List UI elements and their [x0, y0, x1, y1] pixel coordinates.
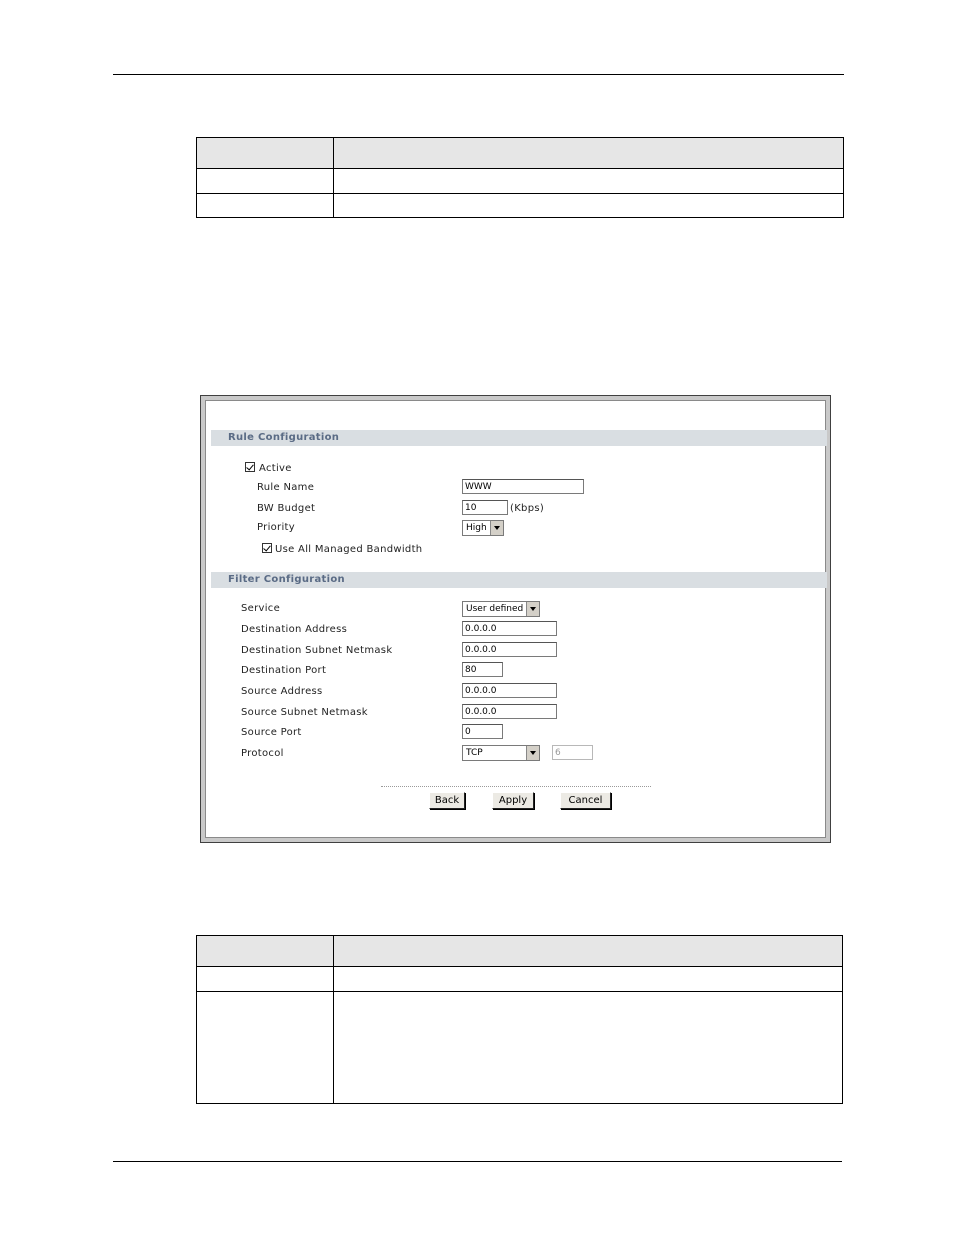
- table-row: [197, 194, 844, 218]
- cancel-button[interactable]: Cancel: [560, 792, 611, 809]
- chevron-down-icon: [526, 746, 539, 760]
- apply-button[interactable]: Apply: [492, 792, 534, 809]
- rule-config-screenshot: [200, 395, 831, 843]
- priority-select[interactable]: [462, 520, 504, 536]
- rule-name-input[interactable]: [462, 479, 584, 494]
- priority-label: Priority: [257, 522, 295, 533]
- source-netmask-input[interactable]: [462, 704, 557, 719]
- service-label: Service: [241, 603, 281, 614]
- chevron-down-icon: [490, 521, 503, 535]
- bw-budget-input[interactable]: [462, 500, 508, 515]
- table-row: [197, 967, 843, 992]
- use-all-bandwidth-checkbox[interactable]: [262, 543, 272, 553]
- table-header-row: [197, 138, 844, 169]
- top-table: [196, 137, 844, 218]
- destination-address-input[interactable]: [462, 621, 557, 636]
- chevron-down-icon: [526, 602, 539, 616]
- bw-budget-unit: (Kbps): [510, 503, 545, 514]
- protocol-number-input[interactable]: [552, 745, 593, 760]
- source-address-input[interactable]: [462, 683, 557, 698]
- destination-port-label: Destination Port: [241, 665, 327, 676]
- bw-budget-label: BW Budget: [257, 503, 316, 514]
- source-port-label: Source Port: [241, 727, 302, 738]
- header-rule: [113, 74, 844, 75]
- back-button[interactable]: Back: [429, 792, 465, 809]
- service-value: User defined: [466, 604, 524, 614]
- active-checkbox[interactable]: [245, 462, 255, 472]
- service-select[interactable]: [462, 601, 540, 617]
- source-address-label: Source Address: [241, 686, 323, 697]
- table-row: [197, 169, 844, 194]
- table-header-row: [197, 936, 843, 967]
- priority-value: High: [466, 523, 487, 533]
- config-panel: [205, 400, 826, 838]
- footer-rule: [113, 1161, 842, 1162]
- source-netmask-label: Source Subnet Netmask: [241, 707, 368, 718]
- destination-netmask-input[interactable]: [462, 642, 557, 657]
- protocol-select[interactable]: [462, 745, 540, 761]
- bottom-table: [196, 935, 843, 1104]
- protocol-value: TCP: [466, 748, 483, 758]
- use-all-bandwidth-label: Use All Managed Bandwidth: [275, 544, 423, 555]
- active-label: Active: [259, 463, 292, 474]
- protocol-label: Protocol: [241, 748, 284, 759]
- button-divider: [381, 786, 651, 787]
- rule-configuration-header: Rule Configuration: [211, 430, 827, 446]
- destination-netmask-label: Destination Subnet Netmask: [241, 645, 393, 656]
- destination-port-input[interactable]: [462, 662, 503, 677]
- destination-address-label: Destination Address: [241, 624, 348, 635]
- source-port-input[interactable]: [462, 724, 503, 739]
- table-row: [197, 992, 843, 1104]
- rule-name-label: Rule Name: [257, 482, 315, 493]
- filter-configuration-header: Filter Configuration: [211, 572, 827, 588]
